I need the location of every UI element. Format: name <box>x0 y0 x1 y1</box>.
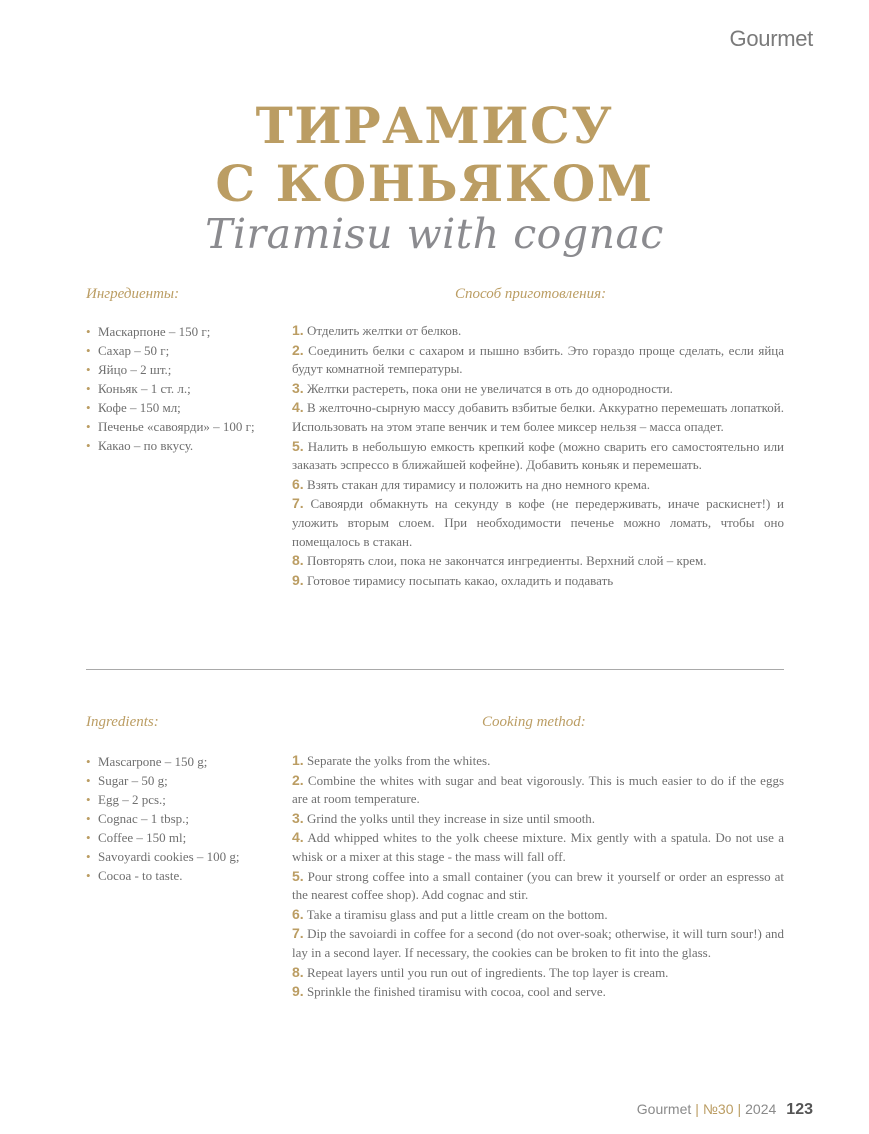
section-divider <box>86 669 784 670</box>
ingredients-heading-en: Ingredients: <box>86 714 159 730</box>
header-brand: Gourmet <box>729 26 813 51</box>
step-number: 3. <box>292 809 304 826</box>
step-text: Grind the yolks until they increase in size until smooth. <box>306 810 596 826</box>
list-item: • Cognac – 1 tbsp.; <box>86 809 282 828</box>
list-item: • Cocoa - to taste. <box>86 866 282 885</box>
method-step <box>292 398 784 436</box>
method-step <box>292 494 784 551</box>
method-step <box>292 321 784 341</box>
step-number: 1. <box>292 322 304 338</box>
title-russian-line2: С КОНЬЯКОМ <box>215 154 654 213</box>
method-step <box>292 475 784 495</box>
step-number: 7. <box>292 495 304 512</box>
method-steps-en <box>292 751 784 1002</box>
step-text: Желтки растереть, пока они не увеличатся в оть до однородности. <box>306 380 673 396</box>
method-step <box>292 751 784 771</box>
step-number: 6. <box>292 475 304 492</box>
step-number: 6. <box>292 905 304 922</box>
method-step <box>292 341 784 379</box>
method-step <box>292 809 784 829</box>
step-number: 5. <box>292 867 304 884</box>
method-step <box>292 924 784 962</box>
step-text: Sprinkle the finished tiramisu with cocoa, cool and serve. <box>306 984 606 1000</box>
footer-issue: №30 <box>702 1101 734 1117</box>
step-text: Взять стакан для тирамису и положить на дно немного крема. <box>306 476 650 492</box>
step-text: Повторять слои, пока не закончатся ингредиенты. Верхний слой – крем. <box>306 553 707 569</box>
page-number: 123 <box>786 1101 813 1118</box>
step-text: Отделить желтки от белков. <box>306 323 462 338</box>
method-step <box>292 982 784 1002</box>
list-item: • Яйцо – 2 шт.; <box>86 360 282 379</box>
step-text: Take a tiramisu glass and put a little cream on the bottom. <box>306 906 608 922</box>
footer-year: 2024 <box>745 1101 777 1117</box>
step-text: Савоярди обмакнуть на секунду в кофе (не передерживать, иначе раскиснет!) и уложить вторым слоем. При необходимости печенье можно ломать, чтобы оно помещалось в стакан. <box>292 496 784 549</box>
method-step <box>292 571 784 591</box>
method-step <box>292 905 784 925</box>
list-item: • Savoyardi cookies – 100 g; <box>86 847 282 866</box>
method-step <box>292 828 784 866</box>
step-number: 8. <box>292 963 304 980</box>
list-item: • Mascarpone – 150 g; <box>86 752 282 771</box>
footer-separator: | <box>737 1101 742 1117</box>
method-steps-ru <box>292 321 784 590</box>
list-item: • Коньяк – 1 ст. л.; <box>86 379 282 398</box>
step-text: Add whipped whites to the yolk cheese mixture. Mix gently with a spatula. Do not use a whisk or a mixer at this stage - the mass will fall off. <box>292 830 784 864</box>
step-number: 8. <box>292 552 304 569</box>
list-item: • Egg – 2 pcs.; <box>86 790 282 809</box>
step-text: Separate the yolks from the whites. <box>306 753 491 768</box>
method-heading-en: Cooking method: <box>482 714 586 730</box>
step-number: 4. <box>292 399 304 416</box>
ingredients-heading-ru: Ингредиенты: <box>86 286 180 302</box>
list-item: • Печенье «савоярди» – 100 г; <box>86 417 282 436</box>
step-number: 9. <box>292 571 304 588</box>
ingredients-list-ru <box>86 322 282 455</box>
step-text: Dip the savoiardi in coffee for a second (do not over-soak; otherwise, it will turn sour!) and lay in a second layer. If necessary, the cookies can be broken to fit into the glass. <box>292 926 784 960</box>
step-number: 3. <box>292 379 304 396</box>
step-number: 5. <box>292 437 304 454</box>
step-number: 7. <box>292 925 304 942</box>
step-text: Готовое тирамису посыпать какао, охладить и подавать <box>306 572 614 588</box>
method-step <box>292 551 784 571</box>
method-step <box>292 437 784 475</box>
list-item: • Coffee – 150 ml; <box>86 828 282 847</box>
list-item: • Sugar – 50 g; <box>86 771 282 790</box>
method-step <box>292 379 784 399</box>
step-text: Соединить белки с сахаром и пышно взбить. Это гораздо проще сделать, если яйца будут комнатной температуры. <box>292 342 785 377</box>
method-step <box>292 867 784 905</box>
step-number: 2. <box>292 341 304 358</box>
footer-magazine: Gourmet <box>636 1101 692 1117</box>
title-russian-line1: ТИРАМИСУ <box>255 96 614 155</box>
step-text: В желточно-сырную массу добавить взбитые белки. Аккуратно перемешать лопаткой. Использовать на этом этапе венчик и тем более миксер нельзя – масса опадет. <box>292 400 785 434</box>
list-item: • Какао – по вкусу. <box>86 436 282 455</box>
step-number: 1. <box>292 752 304 768</box>
step-number: 2. <box>292 771 304 788</box>
list-item: • Кофе – 150 мл; <box>86 398 282 417</box>
method-heading-ru: Способ приготовления: <box>455 286 607 302</box>
footer-separator: | <box>695 1101 699 1117</box>
method-step <box>292 771 784 809</box>
list-item: • Сахар – 50 г; <box>86 341 282 360</box>
list-item: • Маскарпоне – 150 г; <box>86 322 282 341</box>
step-number: 9. <box>292 983 304 1000</box>
page-footer <box>637 1101 813 1119</box>
title-english: Tiramisu with cognac <box>205 210 664 258</box>
step-text: Налить в небольшую емкость крепкий кофе (можно сварить его самостоятельно или заказать эспрессо в ближайшей кофейне). Добавить коньяк и перемешать. <box>292 438 785 473</box>
step-text: Pour strong coffee into a small container (you can brew it yourself or order an espresso at the nearest coffee shop). Add cognac and stir. <box>292 868 784 903</box>
method-step <box>292 963 784 983</box>
ingredients-list-en <box>86 752 282 885</box>
step-text: Combine the whites with sugar and beat vigorously. This is much easier to do if the eggs are at room temperature. <box>292 772 785 807</box>
step-number: 4. <box>292 829 304 846</box>
step-text: Repeat layers until you run out of ingredients. The top layer is cream. <box>306 964 669 980</box>
